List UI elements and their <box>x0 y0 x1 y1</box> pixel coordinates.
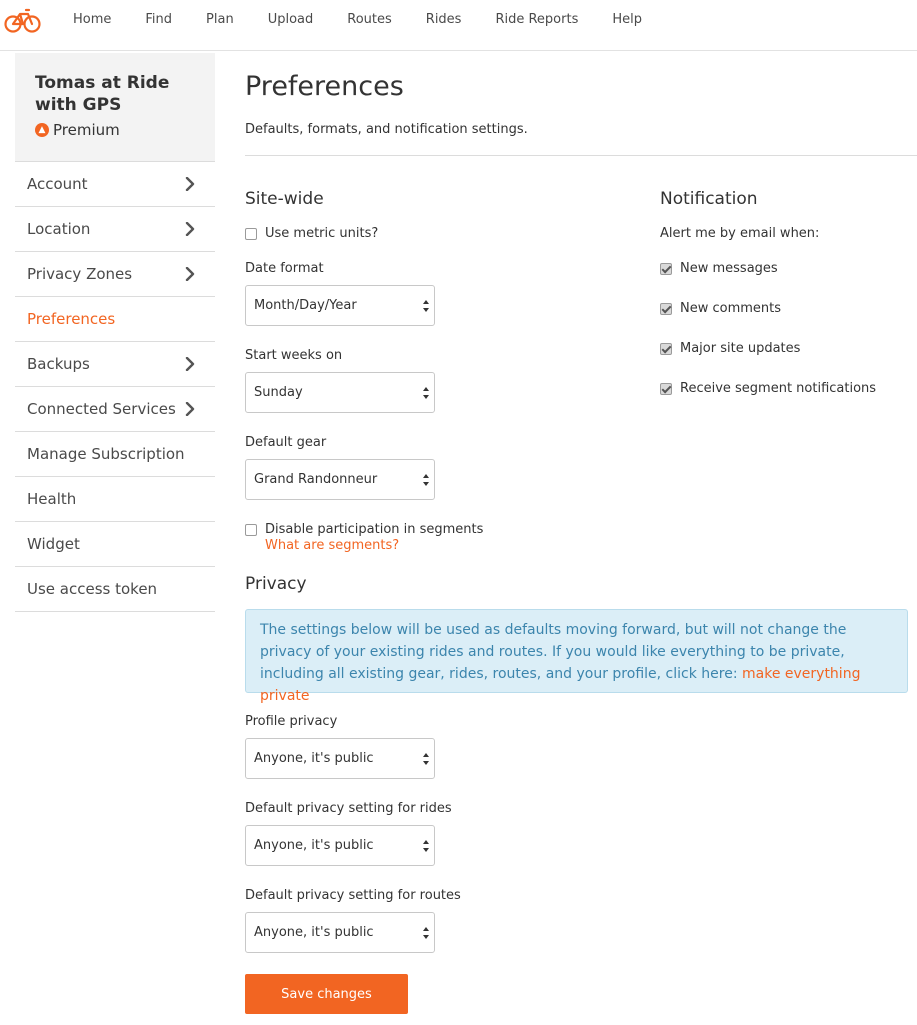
make-everything-private-link[interactable]: make everything private <box>260 666 861 704</box>
profile-privacy-label: Profile privacy <box>245 714 338 729</box>
notification-heading: Notification <box>660 189 758 209</box>
notification-option-new-comments[interactable] <box>660 301 781 316</box>
nav-rides[interactable]: Rides <box>425 12 462 27</box>
sidebar-item-health[interactable] <box>15 477 215 522</box>
sidebar-item-privacy-zones[interactable] <box>15 252 215 297</box>
nav-routes[interactable]: Routes <box>347 12 392 27</box>
metric-units-row[interactable] <box>245 226 378 241</box>
bike-logo-icon[interactable] <box>4 6 42 34</box>
metric-units-checkbox[interactable] <box>245 228 257 240</box>
start-weeks-select[interactable] <box>245 372 435 413</box>
profile-privacy-value: Anyone, it's public <box>254 751 374 766</box>
notification-checkbox[interactable] <box>660 343 672 355</box>
sidebar-item-label: Backups <box>27 355 90 373</box>
nav-help[interactable]: Help <box>612 12 642 27</box>
sidebar-item-backups[interactable] <box>15 342 215 387</box>
nav-home[interactable]: Home <box>73 12 112 27</box>
save-changes-button[interactable]: Save changes <box>245 974 408 1014</box>
sidebar-item-account[interactable] <box>15 162 215 207</box>
nav-ride-reports[interactable]: Ride Reports <box>495 12 579 27</box>
default-gear-select[interactable] <box>245 459 435 500</box>
sidebar-item-label: Location <box>27 220 91 238</box>
premium-label: Premium <box>53 121 120 139</box>
select-arrows-icon <box>422 839 430 853</box>
divider <box>245 155 917 156</box>
routes-privacy-label: Default privacy setting for routes <box>245 888 461 903</box>
sitewide-heading: Site-wide <box>245 189 324 209</box>
select-arrows-icon <box>422 473 430 487</box>
chevron-right-icon <box>185 267 209 281</box>
select-arrows-icon <box>422 752 430 766</box>
notification-checkbox[interactable] <box>660 303 672 315</box>
sidebar-item-label: Preferences <box>27 310 116 328</box>
rides-privacy-label: Default privacy setting for rides <box>245 801 452 816</box>
sidebar-item-location[interactable] <box>15 207 215 252</box>
sidebar-item-preferences[interactable] <box>15 297 215 342</box>
sidebar-item-label: Connected Services <box>27 400 176 418</box>
notification-option-receive-segment-notifications[interactable] <box>660 381 876 396</box>
top-navigation <box>0 0 917 51</box>
user-box <box>15 53 215 162</box>
select-arrows-icon <box>422 386 430 400</box>
chevron-right-icon <box>185 402 209 416</box>
privacy-info-box <box>245 609 908 704</box>
what-are-segments-link[interactable]: What are segments? <box>265 538 400 553</box>
routes-privacy-select[interactable] <box>245 912 435 953</box>
notification-checkbox[interactable] <box>660 383 672 395</box>
sidebar-item-widget[interactable] <box>15 522 215 567</box>
user-name: Tomas at Ride with GPS <box>35 73 170 115</box>
chevron-right-icon <box>185 222 209 236</box>
sidebar-item-label: Manage Subscription <box>27 445 185 463</box>
notification-option-label: Major site updates <box>680 341 801 356</box>
chevron-right-icon <box>185 177 209 191</box>
premium-badge <box>35 121 195 139</box>
sidebar-item-label: Use access token <box>27 580 158 598</box>
settings-sidebar <box>15 53 215 612</box>
default-gear-label: Default gear <box>245 435 327 450</box>
date-format-value: Month/Day/Year <box>254 298 357 313</box>
start-weeks-value: Sunday <box>254 385 303 400</box>
sidebar-item-use-access-token[interactable] <box>15 567 215 612</box>
page-title: Preferences <box>245 71 404 102</box>
disable-segments-label: Disable participation in segments <box>265 522 484 537</box>
routes-privacy-value: Anyone, it's public <box>254 925 374 940</box>
notification-option-major-site-updates[interactable] <box>660 341 800 356</box>
chevron-right-icon <box>185 357 209 371</box>
metric-units-label: Use metric units? <box>265 226 379 241</box>
privacy-info-text: The settings below will be used as defaults moving forward, but will not change the privacy of your existing rides and routes. If you would like everything to be private, including all existing gear, rides, routes, and your profile, click here: <box>260 622 847 682</box>
alert-email-label: Alert me by email when: <box>660 226 820 241</box>
sidebar-item-label: Privacy Zones <box>27 265 133 283</box>
notification-option-label: Receive segment notifications <box>680 381 877 396</box>
select-arrows-icon <box>422 299 430 313</box>
notification-option-label: New messages <box>680 261 778 276</box>
disable-segments-checkbox[interactable] <box>245 524 257 536</box>
select-arrows-icon <box>422 926 430 940</box>
notification-option-label: New comments <box>680 301 782 316</box>
rides-privacy-value: Anyone, it's public <box>254 838 374 853</box>
disable-segments-row[interactable] <box>245 522 483 537</box>
default-gear-value: Grand Randonneur <box>254 472 378 487</box>
notification-option-new-messages[interactable] <box>660 261 778 276</box>
date-format-select[interactable] <box>245 285 435 326</box>
sidebar-item-label: Widget <box>27 535 80 553</box>
profile-privacy-select[interactable] <box>245 738 435 779</box>
start-weeks-label: Start weeks on <box>245 348 343 363</box>
sidebar-item-connected-services[interactable] <box>15 387 215 432</box>
nav-upload[interactable]: Upload <box>267 12 314 27</box>
premium-chevron-up-icon: ▲ <box>35 123 49 137</box>
notification-checkbox[interactable] <box>660 263 672 275</box>
nav-plan[interactable]: Plan <box>206 12 234 27</box>
nav-find[interactable]: Find <box>145 12 173 27</box>
rides-privacy-select[interactable] <box>245 825 435 866</box>
sidebar-item-label: Account <box>27 175 88 193</box>
date-format-label: Date format <box>245 261 324 276</box>
page-subtitle: Defaults, formats, and notification settings. <box>245 122 528 137</box>
sidebar-item-manage-subscription[interactable] <box>15 432 215 477</box>
sidebar-item-label: Health <box>27 490 77 508</box>
privacy-heading: Privacy <box>245 574 307 594</box>
